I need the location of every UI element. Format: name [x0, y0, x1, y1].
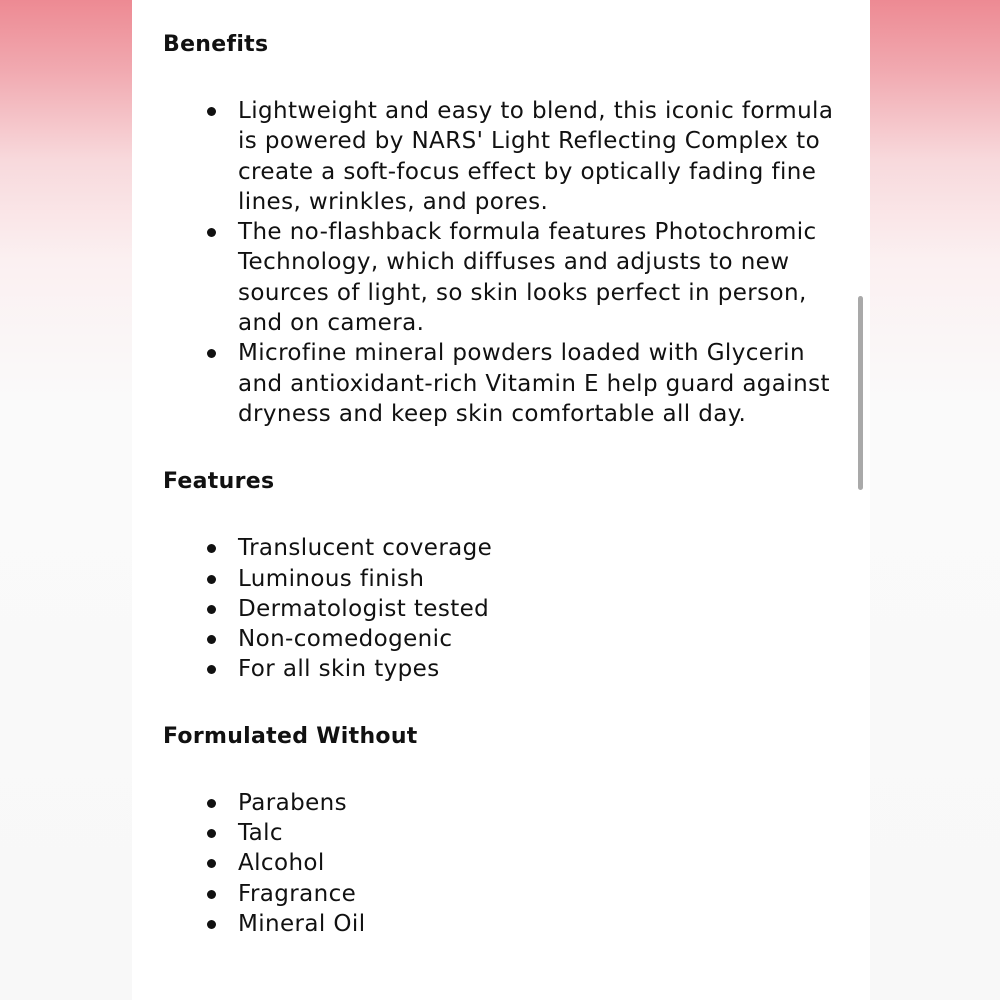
benefit-item: The no-flashback formula features Photochromic Technology, which diffuses and adjusts to new sources of light, so skin looks perfect in person, and on camera. — [163, 217, 843, 338]
formulated-without-heading: Formulated Without — [163, 723, 418, 749]
left-background — [0, 0, 132, 1000]
benefit-item: Microfine mineral powders loaded with Glycerin and antioxidant-rich Vitamin E help guard against dryness and keep skin comfortable all day. — [163, 338, 843, 429]
feature-item: Translucent coverage — [163, 533, 843, 563]
formulated-without-list — [163, 788, 843, 939]
excluded-ingredient-item: Parabens — [163, 788, 843, 818]
scrollbar-thumb[interactable] — [858, 296, 863, 490]
excluded-ingredient-item: Talc — [163, 818, 843, 848]
product-details-panel — [132, 0, 870, 1000]
right-background — [870, 0, 1000, 1000]
excluded-ingredient-item: Fragrance — [163, 879, 843, 909]
excluded-ingredient-item: Mineral Oil — [163, 909, 843, 939]
feature-item: Dermatologist tested — [163, 594, 843, 624]
feature-item: Non-comedogenic — [163, 624, 843, 654]
benefits-heading: Benefits — [163, 32, 269, 57]
features-list — [163, 533, 843, 684]
excluded-ingredient-item: Alcohol — [163, 848, 843, 878]
features-heading: Features — [163, 469, 275, 495]
benefits-list — [163, 96, 843, 429]
feature-item: For all skin types — [163, 654, 843, 684]
feature-item: Luminous finish — [163, 564, 843, 594]
benefit-item: Lightweight and easy to blend, this iconic formula is powered by NARS' Light Reflecting Complex to create a soft-focus effect by optically fading fine lines, wrinkles, and pores. — [163, 96, 843, 217]
product-details-content — [163, 30, 843, 939]
